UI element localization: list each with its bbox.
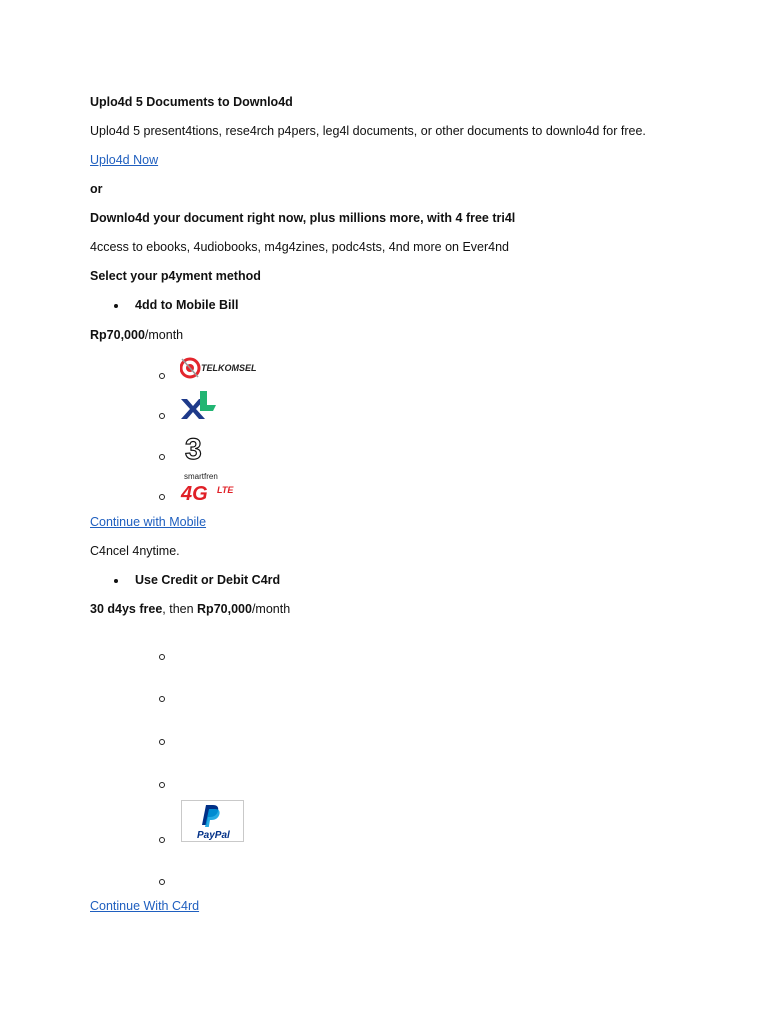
cancel-text: C4ncel 4nytime. (90, 544, 180, 558)
smartfren-logo[interactable] (180, 471, 240, 503)
list-circle (159, 413, 165, 419)
list-circle (159, 654, 165, 660)
list-circle (159, 782, 165, 788)
paypal-logo[interactable] (181, 800, 244, 842)
list-circle (159, 454, 165, 460)
telkomsel-logo[interactable] (180, 355, 260, 381)
mobile-option-title[interactable]: 4dd to Mobile Bill (135, 298, 239, 312)
mobile-bullet (114, 304, 118, 308)
card-bullet (114, 579, 118, 583)
list-circle (159, 373, 165, 379)
card-price-amount: Rp70,000 (197, 602, 252, 616)
paypal-icon (182, 801, 243, 841)
xl-logo[interactable] (180, 389, 218, 421)
smartfren-sub-text: LTE (217, 485, 234, 495)
card-price (90, 602, 290, 616)
paypal-logo-text: PayPal (197, 830, 230, 841)
card-price-suffix: /month (251, 602, 291, 616)
three-icon (182, 431, 208, 463)
telkomsel-icon (180, 355, 260, 381)
list-circle (159, 696, 165, 702)
list-circle (159, 494, 165, 500)
intro-text: Uplo4d 5 present4tions, rese4rch p4pers, leg4l documents, or other documents to downlo4d for free. (90, 124, 646, 138)
smartfren-top-text: smartfren (184, 472, 218, 481)
upload-now-link[interactable]: Uplo4d Now (90, 153, 159, 167)
three-logo[interactable] (182, 431, 208, 463)
three-logo-text: 3 (185, 433, 202, 463)
list-circle (159, 837, 165, 843)
trial-heading: Downlo4d your document right now, plus millions more, with 4 free tri4l (90, 211, 516, 225)
heading: Uplo4d 5 Documents to Downlo4d (90, 95, 293, 109)
list-circle (159, 879, 165, 885)
access-text: 4ccess to ebooks, 4udiobooks, m4g4zines, podc4sts, 4nd more on Ever4nd (90, 240, 510, 254)
xl-icon (180, 389, 218, 421)
smartfren-icon (180, 471, 240, 503)
list-circle (159, 739, 165, 745)
continue-with-card-link[interactable]: Continue With C4rd (90, 899, 200, 913)
mobile-price (90, 328, 183, 342)
telkomsel-logo-text: TELKOMSEL (201, 363, 257, 373)
mobile-price-amount: Rp70,000 (90, 328, 145, 342)
or-text: or (90, 182, 103, 196)
mobile-price-suffix: /month (144, 328, 184, 342)
card-then-text: , then (162, 602, 198, 616)
card-option-title[interactable]: Use Credit or Debit C4rd (135, 573, 281, 587)
smartfren-main-text: 4G (181, 483, 208, 503)
card-trial-text: 30 d4ys free (90, 602, 163, 616)
continue-with-mobile-link[interactable]: Continue with Mobile (90, 515, 207, 529)
payment-heading: Select your p4yment method (90, 269, 261, 283)
